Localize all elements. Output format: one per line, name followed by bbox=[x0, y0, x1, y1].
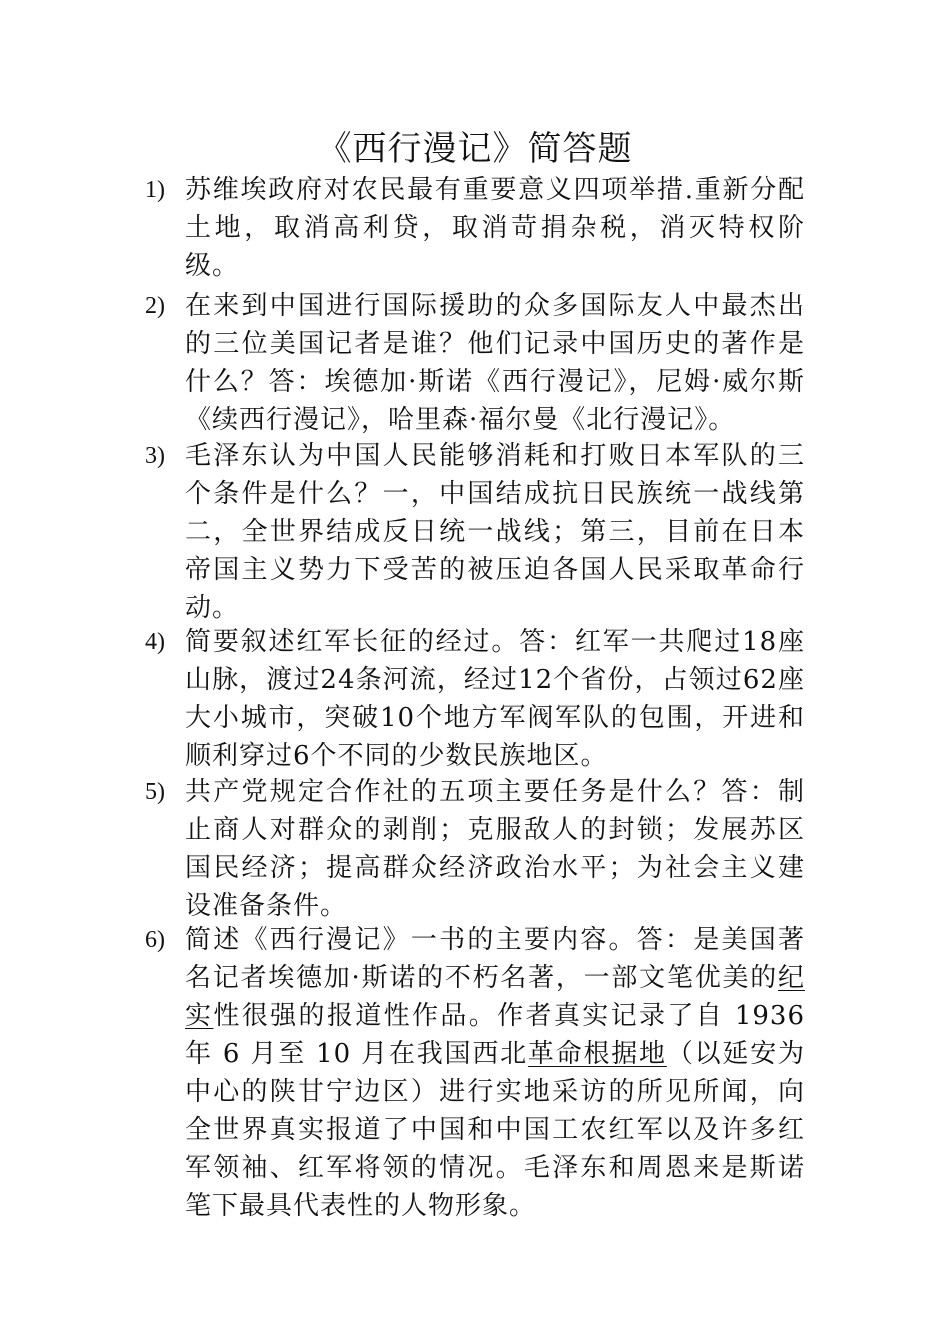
document-title: 《西行漫记》简答题 bbox=[317, 129, 633, 169]
question-number: 4) bbox=[145, 629, 165, 655]
question-text: 共产党规定合作社的五项主要任务是什么？答：制止商人对群众的剥削；克服敌人的封锁；发展苏区国民经济；提高群众经济政治水平；为社会主义建设准备条件。 bbox=[185, 777, 805, 921]
question-number: 3) bbox=[145, 443, 165, 469]
question-text bbox=[185, 921, 805, 1225]
hyperlink-geming-genjudi[interactable]: 革命根据地 bbox=[527, 1039, 667, 1069]
answer-text-part: （以延安为中心的陕甘宁边区）进行实地采访的所见所闻，向全世界真实报道了中国和中国工农红军以及许多红军领袖、红军将领的情况。毛泽东和周恩来是斯诺笔下最具代表性的人物形象。 bbox=[185, 1039, 805, 1221]
question-number: 2) bbox=[145, 293, 165, 319]
question-number: 6) bbox=[145, 927, 165, 953]
question-text: 苏维埃政府对农民最有重要意义四项举措.重新分配土地，取消高利贷，取消苛捐杂税，消灭特权阶级。 bbox=[185, 175, 805, 281]
question-number: 1) bbox=[145, 177, 165, 203]
hyperlink-jishi[interactable]: 纪实 bbox=[185, 963, 805, 1031]
question-number: 5) bbox=[145, 779, 165, 805]
question-text: 毛泽东认为中国人民能够消耗和打败日本军队的三个条件是什么？一，中国结成抗日民族统一战线第二，全世界结成反日统一战线；第三，目前在日本帝国主义势力下受苦的被压迫各国人民采取革命行动。 bbox=[185, 441, 805, 623]
question-text: 简要叙述红军长征的经过。答：红军一共爬过18座山脉，渡过24条河流，经过12个省份，占领过62座大小城市，突破10个地方军阀军队的包围，开进和顺利穿过6个不同的少数民族地区。 bbox=[185, 627, 805, 771]
answer-text-part: 性很强的报道性作品。作者真实记录了自 1936 年 6 月至 10 月在我国西北 bbox=[185, 1001, 805, 1069]
question-text: 在来到中国进行国际援助的众多国际友人中最杰出的三位美国记者是谁？他们记录中国历史的著作是什么？答：埃德加·斯诺《西行漫记》，尼姆·威尔斯《续西行漫记》，哈里森·福尔曼《北行漫记》。 bbox=[185, 291, 805, 435]
answer-text-part: 简述《西行漫记》一书的主要内容。答：是美国著名记者埃德加·斯诺的不朽名著，一部文笔优美的 bbox=[185, 925, 805, 993]
